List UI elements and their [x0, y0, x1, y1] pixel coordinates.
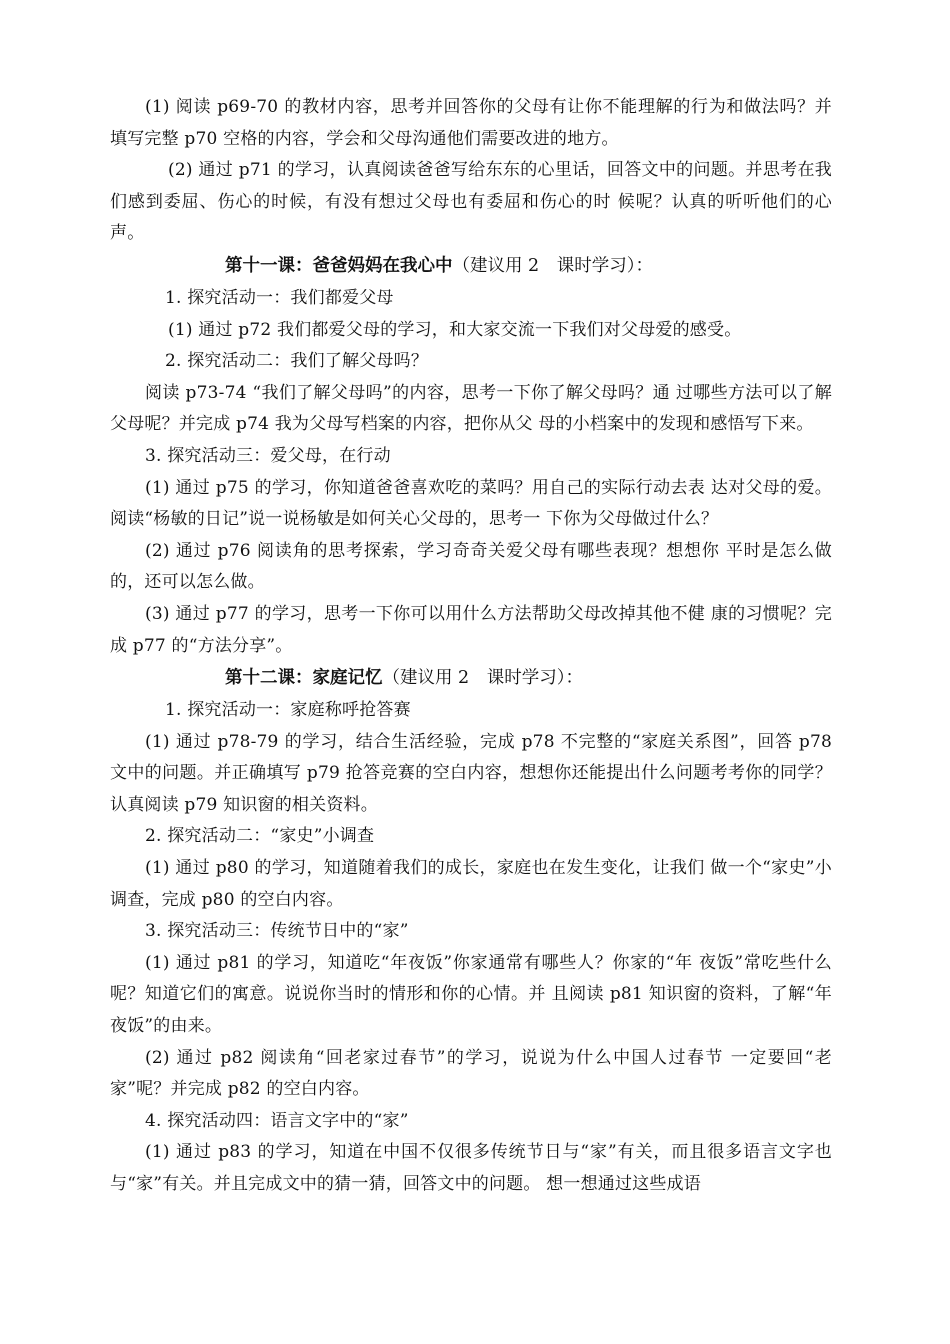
- paragraph: (1) 通过 p80 的学习，知道随着我们的成长，家庭也在发生变化，让我们 做一个“家史”小调查，完成 p80 的空白内容。: [110, 858, 832, 910]
- lesson-12-heading: 第十二课：家庭记忆: [225, 668, 383, 689]
- activity-heading: 3. 探究活动三：传统节日中的“家”: [145, 921, 409, 942]
- paragraph: (1) 通过 p78-79 的学习，结合生活经验，完成 p78 不完整的“家庭关系图”，回答 p78 文中的问题。并正确填写 p79 抢答竞赛的空白内容，想想你还能提出什么问题考考你的同学？认真阅读 p79 知识窗的相关资料。: [110, 731, 832, 815]
- paragraph: (1) 通过 p81 的学习，知道吃“年夜饭”你家通常有哪些人？你家的“年 夜饭”常吃些什么呢？知道它们的寓意。说说你当时的情形和你的心情。并 且阅读 p81 知识窗的资料，了解“年夜饭”的由来。: [110, 952, 832, 1037]
- lesson-12-title: [110, 662, 832, 695]
- paragraph: (3) 通过 p77 的学习，思考一下你可以用什么方法帮助父母改掉其他不健 康的习惯呢？完成 p77 的“方法分享”。: [110, 603, 832, 656]
- lesson-12-note: （建议用 2 课时学习）：: [382, 668, 583, 689]
- paragraph-2: (2) 通过 p71 的学习，认真阅读爸爸写给东东的心里话，回答文中的问题。并思考在我们感到委屈、伤心的时候，有没有想过父母也有委屈和伤心的时 候呢？认真的听听他们的心声。: [110, 160, 832, 244]
- paragraph: (1) 通过 p72 我们都爱父母的学习，和大家交流一下我们对父母爱的感受。: [168, 319, 742, 340]
- lesson-11-heading: 第十一课：爸爸妈妈在我心中: [225, 255, 453, 276]
- activity-heading: 1. 探究活动一：我们都爱父母: [165, 287, 394, 308]
- paragraph: (2) 通过 p76 阅读角的思考探索，学习奇奇关爱父母有哪些表现？想想你 平时是怎么做的，还可以怎么做。: [110, 540, 832, 593]
- activity-heading: 4. 探究活动四：语言文字中的“家”: [145, 1110, 409, 1131]
- paragraph: (1) 通过 p83 的学习，知道在中国不仅很多传统节日与“家”有关，而且很多语言文字也与“家”有关。并且完成文中的猜一猜，回答文中的问题。 想一想通过这些成语: [110, 1142, 832, 1194]
- paragraph: 阅读 p73-74 “我们了解父母吗”的内容，思考一下你了解父母吗？通 过哪些方法可以了解父母呢？并完成 p74 我为父母写档案的内容，把你从父 母的小档案中的发现和感悟写下来。: [110, 382, 832, 435]
- paragraph: (2) 通过 p82 阅读角“回老家过春节”的学习，说说为什么中国人过春节 一定要回“老家”呢？并完成 p82 的空白内容。: [110, 1047, 832, 1100]
- activity-heading: 2. 探究活动二：我们了解父母吗？: [165, 351, 429, 372]
- activity-heading: 1. 探究活动一：家庭称呼抢答赛: [165, 700, 411, 721]
- document-body: [110, 92, 832, 1201]
- lesson-11-title: [110, 250, 832, 283]
- paragraph: (1) 通过 p75 的学习，你知道爸爸喜欢吃的菜吗？用自己的实际行动去表 达对父母的爱。阅读“杨敏的日记”说一说杨敏是如何关心父母的，思考一 下你为父母做过什么？: [110, 477, 832, 530]
- activity-heading: 2. 探究活动二：“家史”小调查: [145, 826, 375, 847]
- lesson-11-note: （建议用 2 课时学习）：: [452, 255, 653, 276]
- paragraph-1: (1) 阅读 p69-70 的教材内容，思考并回答你的父母有让你不能理解的行为和做法吗？并填写完整 p70 空格的内容，学会和父母沟通他们需要改进的地方。: [110, 97, 832, 149]
- activity-heading: 3. 探究活动三：爱父母，在行动: [145, 445, 391, 466]
